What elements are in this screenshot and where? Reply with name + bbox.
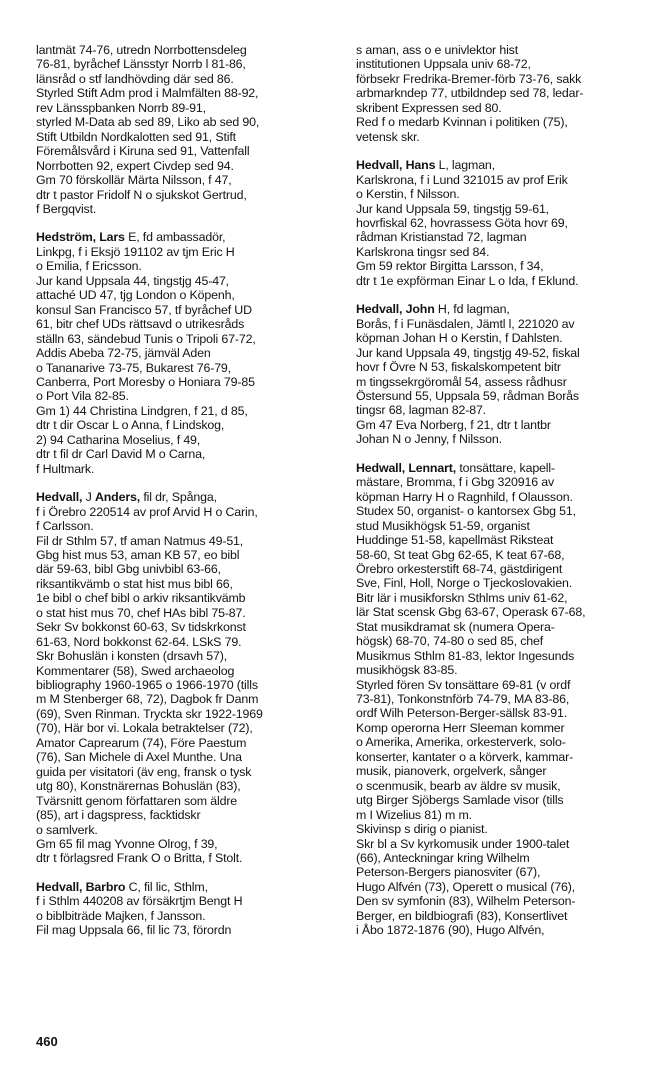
- text-line: E, fd ambassadör,: [124, 230, 226, 245]
- entry-hedvall-barbro: [36, 880, 340, 938]
- text-line: 1e bibl o chef bibl o arkiv riksantikvämb: [36, 591, 246, 606]
- right-column: [356, 43, 660, 952]
- text-line: 76-81, byråchef Länsstyr Norrb l 81-86,: [36, 57, 246, 72]
- text-line: Föremålsvård i Kiruna sed 91, Vattenfall: [36, 144, 250, 159]
- text-line: Stift Utbildn Nordkalotten sed 91, Stift: [36, 129, 236, 144]
- text-line: lär Stat scensk Gbg 63-67, Operask 67-68,: [356, 605, 586, 620]
- entry-name: Hedström, Lars: [36, 230, 125, 245]
- entry-heading-line: [36, 490, 340, 504]
- text-line: dtr t fil dr Carl David M o Carna,: [36, 447, 206, 462]
- text-line: Jur kand Uppsala 44, tingstjg 45-47,: [36, 273, 229, 288]
- text-line: köpman Johan H o Kerstin, f Dahlsten.: [356, 331, 563, 346]
- text-line: Skr bl a Sv kyrkomusik under 1900-talet: [356, 836, 570, 851]
- text-line: (66), Anteckningar kring Wilhelm: [356, 851, 530, 866]
- text-line: Norrbotten 92, expert Civdep sed 94.: [36, 158, 234, 173]
- text-line: o stat hist mus 70, chef HAs bibl 75-87.: [36, 605, 246, 620]
- text-line: Styrled Stift Adm prod i Malmfälten 88-92,: [36, 86, 259, 101]
- text-line: Tvärsnitt genom författaren som äldre: [36, 793, 238, 808]
- text-line: hovrfiskal 62, hovrassess Göta hovr 69,: [356, 215, 568, 230]
- text-line: stud Musikhögsk 51-59, organist: [356, 518, 530, 533]
- text-line: (76), San Michele di Axel Munthe. Una: [36, 750, 242, 765]
- text-line: attaché UD 47, tjg London o Köpenh,: [36, 288, 235, 303]
- text-line: Addis Abeba 72-75, jämväl Aden: [36, 346, 211, 361]
- left-column: [36, 43, 340, 952]
- text-line: J: [82, 490, 95, 505]
- text-line: f i Örebro 220514 av prof Arvid H o Carin,: [36, 504, 258, 519]
- text-line: i Åbo 1872-1876 (90), Hugo Alfvén,: [356, 923, 545, 938]
- text-line: högsk) 68-70, 74-80 o sed 85, chef: [356, 634, 544, 649]
- text-line: o Port Vila 82-85.: [36, 389, 129, 404]
- text-line: Karlskrona tingsr sed 84.: [356, 244, 490, 259]
- text-line: s aman, ass o e univlektor hist: [356, 43, 519, 57]
- text-line: (70), Här bor vi. Lokala betraktelser (72),: [36, 721, 253, 736]
- text-line: m tingssekrgöromål 54, assess rådhusr: [356, 374, 567, 389]
- text-line: där 59-63, bibl Gbg univbibl 63-66,: [36, 562, 221, 577]
- text-line: Gbg hist mus 53, aman KB 57, eo bibl: [36, 547, 240, 562]
- text-line: Hugo Alfvén (73), Operett o musical (76),: [356, 879, 576, 894]
- entry-name: Hedvall,: [36, 490, 83, 505]
- text-line: Skr Bohuslän i konsten (drsavh 57),: [36, 649, 228, 664]
- text-line: Fil mag Uppsala 66, fil lic 73, förordn: [36, 923, 232, 938]
- text-line: Stat musikdramat sk (numera Opera-: [356, 619, 555, 634]
- text-line: Johan N o Jenny, f Nilsson.: [356, 432, 502, 447]
- entry-continuation-right: [356, 43, 660, 144]
- text-line: Huddinge 51-58, kapellmäst Riksteat: [356, 533, 554, 548]
- text-line: dtr t 1e expförman Einar L o Ida, f Eklund.: [356, 273, 579, 288]
- text-line: Gm 1) 44 Christina Lindgren, f 21, d 85,: [36, 403, 248, 418]
- text-line: skribent Expressen sed 80.: [356, 100, 502, 115]
- text-line: f i Sthlm 440208 av försäkrtjm Bengt H: [36, 894, 243, 909]
- entry-hedvall-hans: [356, 158, 660, 288]
- text-line: institutionen Uppsala univ 68-72,: [356, 57, 531, 72]
- entry-hedvall-john: [356, 302, 660, 447]
- text-line: utg 80), Konstnärernas Bohuslän (83),: [36, 779, 241, 794]
- text-line: Gm 70 förskollär Märta Nilsson, f 47,: [36, 173, 232, 188]
- text-line: Musikmus Sthlm 81-83, lektor Ingesunds: [356, 648, 575, 663]
- text-line: H, fd lagman,: [434, 302, 510, 317]
- entry-heading-line: [36, 230, 340, 244]
- text-line: ställn 63, sändebud Tunis o Tripoli 67-72,: [36, 331, 256, 346]
- text-line: Amator Caprearum (74), Före Paestum: [36, 735, 247, 750]
- entry-name: Hedvall, Barbro: [36, 879, 126, 894]
- text-line: guida per visitatori (äv eng, fransk o tysk: [36, 764, 252, 779]
- text-line: köpman Harry H o Ragnhild, f Olausson.: [356, 489, 573, 504]
- text-line: dtr t förlagsred Frank O o Britta, f Stolt.: [36, 851, 243, 866]
- text-line: o Kerstin, f Nilsson.: [356, 187, 460, 202]
- text-line: Linkpg, f i Eksjö 191102 av tjm Eric H: [36, 244, 235, 259]
- text-line: konsul San Francisco 57, tf byråchef UD: [36, 302, 252, 317]
- entry-hedwall-lennart: [356, 461, 660, 938]
- text-line: dtr t dir Oscar L o Anna, f Lindskog,: [36, 418, 225, 433]
- text-line: länsråd o stf landhövding där sed 86.: [36, 71, 234, 86]
- text-line: 61-63, Nord bokkonst 62-64. LSkS 79.: [36, 634, 242, 649]
- text-line: m M Stenberger 68, 72), Dagbok fr Danm: [36, 692, 259, 707]
- text-line: tonsättare, kapell-: [456, 460, 555, 475]
- text-line: ordf Wilh Peterson-Berger-sällsk 83-91.: [356, 706, 568, 721]
- text-line: dtr t pastor Fridolf N o sjukskot Gertrud,: [36, 187, 247, 202]
- text-line: vetensk skr.: [356, 129, 420, 144]
- text-line: o samlverk.: [36, 822, 98, 837]
- text-line: bibliography 1960-1965 o 1966-1970 (tills: [36, 678, 258, 693]
- text-line: Gm 59 rektor Birgitta Larsson, f 34,: [356, 259, 544, 274]
- page-number: 460: [36, 1034, 58, 1049]
- text-line: 58-60, St teat Gbg 62-65, K teat 67-68,: [356, 547, 565, 562]
- text-line: musikhögsk 83-85.: [356, 663, 458, 678]
- text-line: Red f o medarb Kvinnan i politiken (75),: [356, 115, 568, 130]
- text-line: f Carlsson.: [36, 519, 94, 534]
- text-line: mästare, Bromma, f i Gbg 320916 av: [356, 475, 555, 490]
- text-line: Berger, en bildbiografi (83), Konsertlivet: [356, 908, 568, 923]
- text-line: o Emilia, f Ericsson.: [36, 259, 142, 274]
- text-line: Karlskrona, f i Lund 321015 av prof Erik: [356, 172, 568, 187]
- entry-hedstrom-lars: [36, 230, 340, 476]
- text-line: C, fil lic, Sthlm,: [125, 879, 208, 894]
- text-line: Gm 47 Eva Norberg, f 21, dtr t lantbr: [356, 417, 551, 432]
- text-line: 2) 94 Catharina Moselius, f 49,: [36, 432, 201, 447]
- entry-continuation-left: [36, 43, 340, 216]
- text-line: o scenmusik, bearb av äldre sv musik,: [356, 778, 561, 793]
- text-line: o Amerika, Amerika, orkesterverk, solo-: [356, 735, 566, 750]
- text-line: Skivinsp s dirig o pianist.: [356, 822, 488, 837]
- text-line: Örebro orkesterstift 68-74, gästdirigent: [356, 561, 563, 576]
- entry-name-part: Anders,: [94, 490, 141, 505]
- text-line: 61, bitr chef UDs rättsavd o utrikesråds: [36, 317, 245, 332]
- text-line: Styrled fören Sv tonsättare 69-81 (v ordf: [356, 677, 571, 692]
- text-line: Kommentarer (58), Swed archaeolog: [36, 663, 235, 678]
- text-line: Bitr lär i musikforskn Sthlms univ 61-62,: [356, 590, 568, 605]
- text-line: fil dr, Spånga,: [140, 490, 217, 505]
- text-line: Östersund 55, Uppsala 59, rådman Borås: [356, 388, 579, 403]
- text-line: (85), art i dagspress, facktidskr: [36, 808, 201, 823]
- text-line: Sve, Finl, Holl, Norge o Tjeckoslovakien.: [356, 576, 573, 591]
- text-line: m I Wizelius 81) m m.: [356, 807, 472, 822]
- text-line: Den sv symfonin (83), Wilhelm Peterson-: [356, 894, 576, 909]
- entry-hedvall-anders: [36, 490, 340, 866]
- text-line: förbsekr Fredrika-Bremer-förb 73-76, sakk: [356, 71, 582, 86]
- entry-name: Hedwall, Lennart,: [356, 460, 457, 475]
- text-line: 73-81), Tonkonstnförb 74-79, MA 83-86,: [356, 692, 570, 707]
- entry-heading-line: [356, 461, 660, 475]
- text-line: f Hultmark.: [36, 461, 95, 476]
- text-line: arbmarkndep 77, utbildndep sed 78, ledar-: [356, 86, 584, 101]
- text-line: Studex 50, organist- o kantorsex Gbg 51,: [356, 504, 576, 519]
- text-line: styrled M-Data ab sed 89, Liko ab sed 90,: [36, 115, 260, 130]
- text-line: riksantikvämb o stat hist mus bibl 66,: [36, 576, 233, 591]
- text-line: hovr f Övre N 53, fiskalskompetent bitr: [356, 360, 561, 375]
- text-line: Jur kand Uppsala 59, tingstjg 59-61,: [356, 201, 549, 216]
- text-line: Canberra, Port Moresby o Honiara 79-85: [36, 374, 255, 389]
- text-line: tingsr 68, lagman 82-87.: [356, 403, 487, 418]
- text-line: L, lagman,: [435, 158, 495, 173]
- text-line: musik, pianoverk, orgelverk, sånger: [356, 764, 547, 779]
- text-line: (69), Sven Rinman. Tryckta skr 1922-1969: [36, 706, 263, 721]
- text-line: Jur kand Uppsala 49, tingstjg 49-52, fiskal: [356, 345, 580, 360]
- entry-heading-line: [356, 158, 660, 172]
- text-line: o Tananarive 73-75, Bukarest 76-79,: [36, 360, 231, 375]
- text-line: Fil dr Sthlm 57, tf aman Natmus 49-51,: [36, 533, 244, 548]
- text-line: Gm 65 fil mag Yvonne Olrog, f 39,: [36, 837, 218, 852]
- text-line: Peterson-Bergers pianosviter (67),: [356, 865, 541, 880]
- text-line: konserter, kantater o a körverk, kammar-: [356, 749, 574, 764]
- text-line: rådman Kristianstad 72, lagman: [356, 230, 527, 245]
- entry-heading-line: [36, 880, 340, 894]
- text-line: rev Länsspbanken Norrb 89-91,: [36, 100, 206, 115]
- entry-name: Hedvall, John: [356, 302, 435, 317]
- text-line: o biblbiträde Majken, f Jansson.: [36, 908, 206, 923]
- text-line: Komp operorna Herr Sleeman kommer: [356, 720, 565, 735]
- entry-heading-line: [356, 302, 660, 316]
- entry-name: Hedvall, Hans: [356, 158, 436, 173]
- text-line: lantmät 74-76, utredn Norrbottensdeleg: [36, 43, 247, 57]
- text-line: f Bergqvist.: [36, 201, 97, 216]
- text-line: Sekr Sv bokkonst 60-63, Sv tidskrkonst: [36, 620, 246, 635]
- text-line: Borås, f i Funäsdalen, Jämtl l, 221020 av: [356, 316, 575, 331]
- text-line: utg Birger Sjöbergs Samlade visor (tills: [356, 793, 564, 808]
